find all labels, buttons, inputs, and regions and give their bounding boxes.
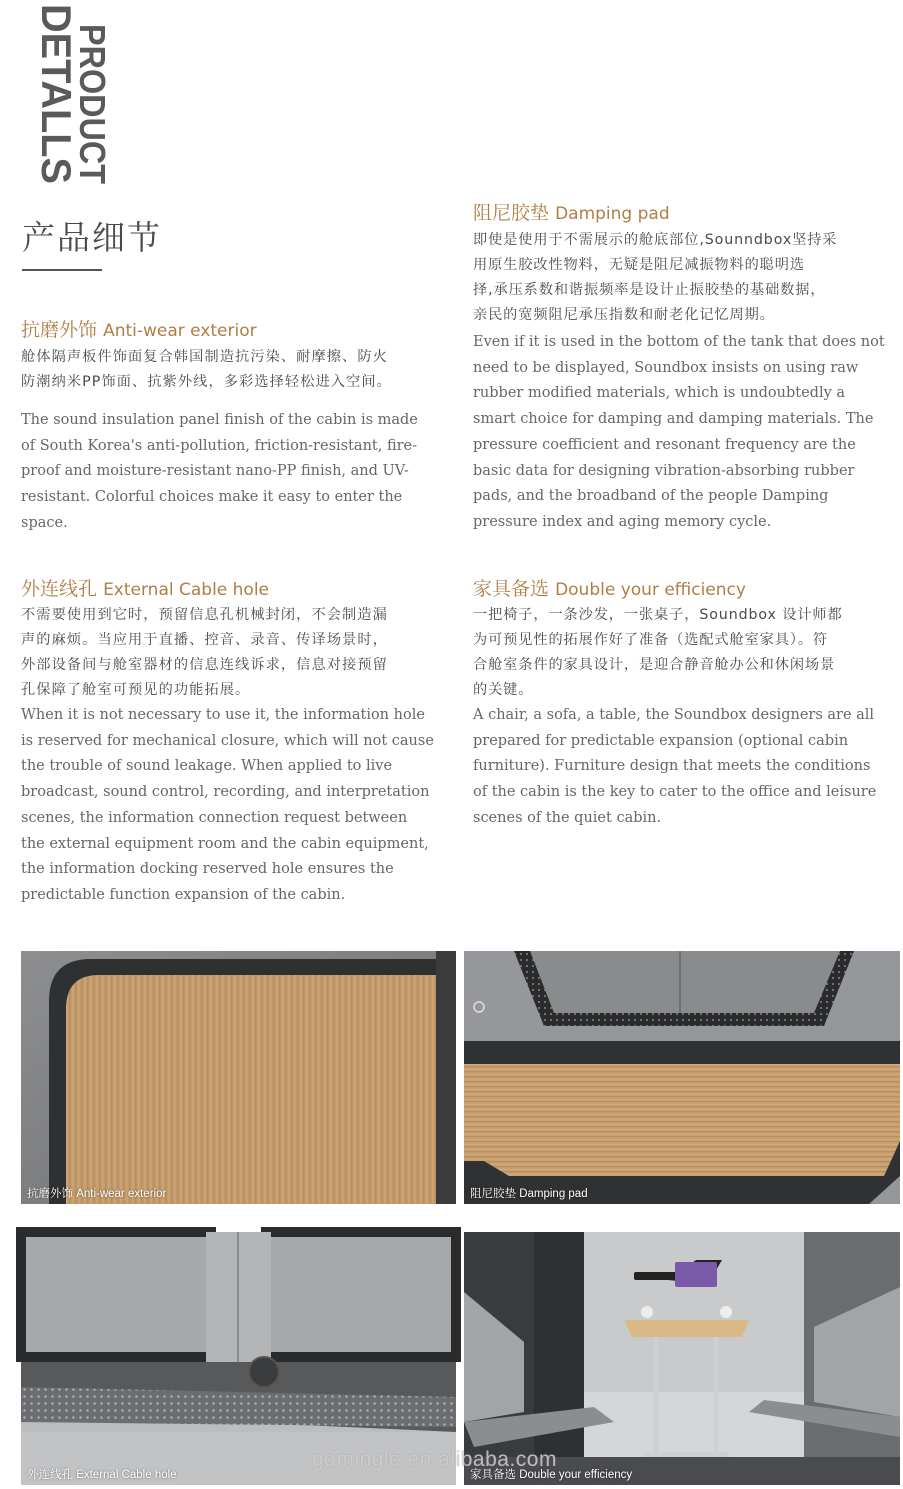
en-line: furniture). Furniture design that meets the conditions bbox=[473, 758, 871, 775]
photo-damping-pad bbox=[464, 951, 900, 1204]
en-line: resistant. Colorful choices make it easy to enter the bbox=[21, 489, 403, 506]
cn-line: 一把椅子，一条沙发，一张桌子，Soundbox 设计师都 bbox=[473, 607, 843, 623]
en-line: scenes, the information connection request between bbox=[21, 809, 408, 826]
heading-cn: 抗磨外饰 bbox=[21, 319, 98, 341]
page-title: 产品细节 bbox=[22, 218, 162, 257]
cn-line: 舱体隔声板件饰面复合韩国制造抗污染、耐摩擦、防火 bbox=[21, 349, 388, 365]
section-heading bbox=[21, 317, 451, 344]
heading-en: Damping pad bbox=[555, 204, 670, 224]
wood-panel-illustration bbox=[21, 951, 456, 1204]
cn-line: 合舱室条件的家具设计，是迎合静音舱办公和休闲场景 bbox=[473, 657, 836, 673]
body-en bbox=[473, 330, 903, 536]
en-line: need to be displayed, Soundbox insists on using raw bbox=[473, 359, 859, 376]
en-line: proof and moisture-resistant nano-PP finish, and UV- bbox=[21, 463, 409, 480]
cn-line: 不需要使用到它时，预留信息孔机械封闭，不会制造漏 bbox=[21, 607, 388, 623]
section-heading bbox=[21, 576, 451, 603]
cn-line: 即使是使用于不需展示的舱底部位,Sounndbox坚持采 bbox=[473, 232, 838, 248]
cn-line: 亲民的宽频阻尼承压指数和耐老化记忆周期。 bbox=[473, 307, 775, 323]
en-line: the information docking reserved hole ensures the bbox=[21, 861, 394, 878]
title-underline bbox=[22, 269, 102, 271]
en-line: smart choice for damping and damping materials. The bbox=[473, 411, 874, 428]
body-cn bbox=[21, 603, 451, 703]
section-heading bbox=[473, 576, 903, 603]
watermark: gdmingle.en.alibaba.com bbox=[312, 1448, 557, 1471]
cn-line: 外部设备间与舱室器材的信息连线诉求，信息对接预留 bbox=[21, 657, 388, 673]
cn-line: 孔保障了舱室可预见的功能拓展。 bbox=[21, 682, 251, 698]
en-line: of the cabin is the key to cater to the office and leisure bbox=[473, 784, 877, 801]
photo-caption: 家具备选 Double your efficiency bbox=[470, 1469, 633, 1481]
cn-line: 防潮纳米PP饰面、抗紫外线，多彩选择轻松进入空间。 bbox=[21, 374, 392, 390]
vertical-title-detalls: DETALLS bbox=[33, 4, 80, 195]
en-line: space. bbox=[21, 514, 68, 531]
photo-caption: 抗磨外饰 Anti-wear exterior bbox=[27, 1188, 167, 1200]
cn-line: 择,承压系数和谐振频率是设计止振胶垫的基础数据， bbox=[473, 282, 826, 298]
en-line: the trouble of sound leakage. When applied to live bbox=[21, 758, 393, 775]
en-line: broadcast, sound control, recording, and interpretation bbox=[21, 784, 430, 801]
en-line: scenes of the quiet cabin. bbox=[473, 809, 662, 826]
section-furniture bbox=[473, 576, 903, 832]
vertical-title bbox=[18, 4, 113, 202]
en-line: prepared for predictable expansion (optional cabin bbox=[473, 732, 849, 749]
cn-line: 声的麻烦。当应用于直播、控音、录音、传译场景时， bbox=[21, 632, 388, 648]
cn-line: 用原生胶改性物料，无疑是阻尼减振物料的聪明选 bbox=[473, 257, 805, 273]
heading-en: External Cable hole bbox=[103, 580, 270, 600]
body-cn bbox=[473, 603, 903, 703]
en-line: rubber modified materials, which is undoubtedly a bbox=[473, 385, 846, 402]
en-line: A chair, a sofa, a table, the Soundbox designers are all bbox=[473, 707, 875, 723]
en-line: is reserved for mechanical closure, which will not cause bbox=[21, 732, 434, 749]
body-en bbox=[21, 703, 451, 909]
heading-cn: 阻尼胶垫 bbox=[473, 202, 550, 224]
damping-pad-illustration bbox=[464, 951, 900, 1204]
en-line: pressure index and aging memory cycle. bbox=[473, 513, 772, 530]
photo-caption: 阻尼胶垫 Damping pad bbox=[470, 1188, 588, 1200]
vertical-title-product: PRODUCT bbox=[72, 24, 113, 202]
photo-anti-wear-exterior bbox=[21, 951, 456, 1204]
en-line: basic data for designing vibration-absorbing rubber bbox=[473, 462, 855, 479]
body-cn bbox=[21, 345, 451, 395]
en-line: When it is not necessary to use it, the information hole bbox=[21, 707, 425, 723]
en-line: the external equipment room and the cabin equipment, bbox=[21, 835, 429, 852]
body-en bbox=[473, 703, 903, 832]
en-line: pads, and the broadband of the people Damping bbox=[473, 488, 829, 505]
en-line: The sound insulation panel finish of the cabin is made bbox=[21, 412, 418, 428]
en-line: predictable function expansion of the cabin. bbox=[21, 886, 346, 903]
heading-cn: 外连线孔 bbox=[21, 578, 98, 600]
section-damping-pad bbox=[473, 200, 903, 536]
photo-caption: 外连线孔 External Cable hole bbox=[27, 1469, 177, 1481]
heading-en: Anti-wear exterior bbox=[103, 321, 257, 341]
en-line: pressure coefficient and resonant frequency are the bbox=[473, 436, 856, 453]
body-en bbox=[21, 408, 451, 537]
section-heading bbox=[473, 200, 903, 227]
en-line: of South Korea's anti-pollution, friction-resistant, fire- bbox=[21, 437, 418, 454]
section-anti-wear bbox=[21, 317, 451, 537]
section-cable-hole bbox=[21, 576, 451, 909]
heading-en: Double your efficiency bbox=[555, 580, 746, 600]
heading-cn: 家具备选 bbox=[473, 578, 550, 600]
en-line: Even if it is used in the bottom of the tank that does not bbox=[473, 334, 885, 350]
cn-line: 为可预见性的拓展作好了准备（选配式舱室家具）。符 bbox=[473, 632, 829, 648]
body-cn bbox=[473, 228, 903, 328]
cn-line: 的关键。 bbox=[473, 682, 534, 698]
